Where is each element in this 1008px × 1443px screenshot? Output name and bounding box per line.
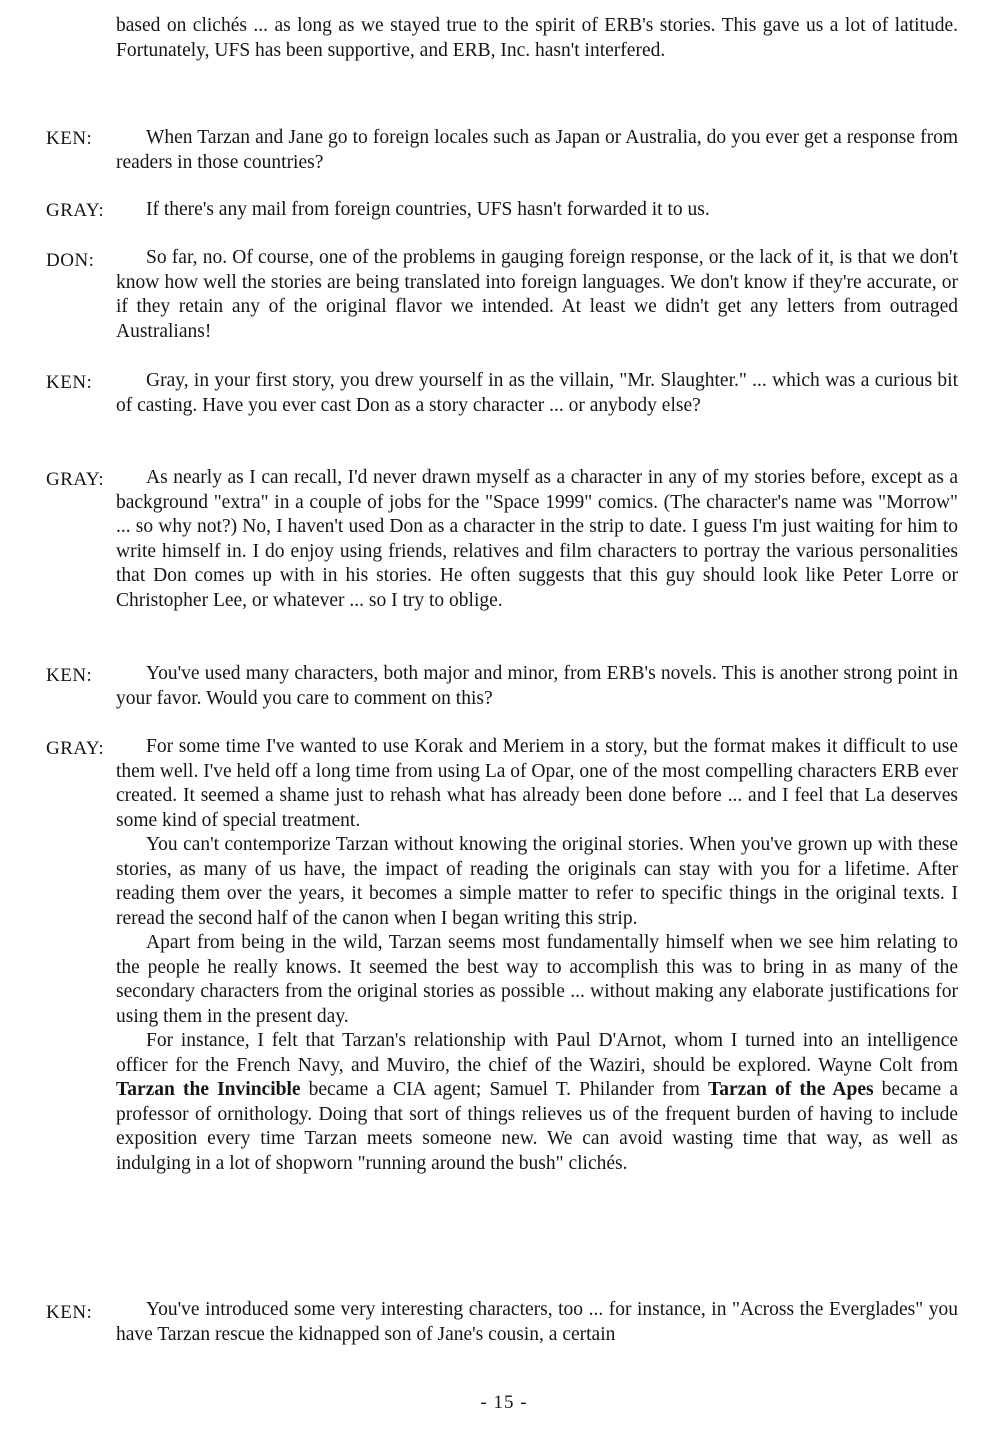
paragraph: Gray, in your first story, you drew yourself in as the villain, "Mr. Slaughter." ... which was a curious bit of casting. Have you ever cast Don as a story character ... or anybody else? — [116, 370, 958, 416]
paragraph: So far, no. Of course, one of the problems in gauging foreign response, or the lack of it, is that we don't know how well the stories are being translated into foreign languages. We don't know if they're accurate, or if they retain any of the original flavor we intended. At least we didn't get any letters from outraged Australians! — [116, 247, 958, 342]
answer-text — [116, 735, 958, 1176]
text-run: became a professor of ornithology. Doing that sort of things relieves us of the frequent burden of having to include exposition every time Tarzan meets someone new. We can avoid wasting time that way, as well as indulging in a lot of shopworn "running around the bush" clichés. — [116, 1079, 958, 1174]
book-title: Tarzan the Invincible — [116, 1079, 301, 1100]
speaker-label: GRAY: — [46, 738, 105, 759]
speaker-label: GRAY: — [46, 469, 105, 490]
paragraph: When Tarzan and Jane go to foreign locales such as Japan or Australia, do you ever get a response from readers in those countries? — [116, 127, 958, 173]
answer-continuation — [116, 14, 958, 63]
paragraph: For some time I've wanted to use Korak and Meriem in a story, but the format makes it difficult to use them well. I've held off a long time from using La of Opar, one of the most compelling characters ERB ever created. It seemed a shame just to rehash what has already been done before ... and I feel that La deserves some kind of special treatment. — [116, 736, 958, 831]
speaker-label: KEN: — [46, 128, 93, 149]
page-number: - 15 - — [480, 1392, 528, 1413]
speaker-label: GRAY: — [46, 200, 105, 221]
speaker-label: KEN: — [46, 1302, 93, 1323]
text-run: For instance, I felt that Tarzan's relationship with Paul D'Arnot, whom I turned into an intelligence officer for the French Navy, and Muviro, the chief of the Waziri, should be explored. Wayne Colt from — [116, 1030, 958, 1076]
speaker-label: KEN: — [46, 372, 93, 393]
question-text — [116, 1298, 958, 1347]
answer-text — [116, 466, 958, 613]
speaker-label: KEN: — [46, 665, 93, 686]
paragraph: You can't contemporize Tarzan without knowing the original stories. When you've grown up with these stories, as many of us have, the impact of reading the originals can stay with you for a lifetime. After reading them over the years, it becomes a simple matter to refer to specific things in the original texts. I reread the second half of the canon when I began writing this strip. — [116, 834, 958, 929]
answer-text — [116, 198, 958, 223]
paragraph: based on clichés ... as long as we stayed true to the spirit of ERB's stories. This gave us a lot of latitude. Fortunately, UFS has been supportive, and ERB, Inc. hasn't interfered. — [116, 15, 958, 61]
question-text — [116, 126, 958, 175]
question-text — [116, 662, 958, 711]
text-run: became a CIA agent; Samuel T. Philander from — [300, 1079, 709, 1100]
paragraph: As nearly as I can recall, I'd never drawn myself as a character in any of my stories before, except as a background "extra" in a couple of jobs for the "Space 1999" comics. (The character's name was "Morrow" ... so why not?) No, I haven't used Don as a character in the strip to date. I guess I'm just waiting for him to write himself in. I do enjoy using friends, relatives and film characters to portray the various personalities that Don comes up with in his stories. He often suggests that this guy should look like Peter Lorre or Christopher Lee, or whatever ... so I try to oblige. — [116, 467, 958, 611]
paragraph: Apart from being in the wild, Tarzan seems most fundamentally himself when we see him relating to the people he really knows. It seemed the best way to accomplish this was to bring in as many of the secondary characters from the original stories as possible ... without making any elaborate justifications for using them in the present day. — [116, 932, 958, 1027]
paragraph: If there's any mail from foreign countries, UFS hasn't forwarded it to us. — [146, 199, 710, 220]
paragraph: You've introduced some very interesting characters, too ... for instance, in "Across the Everglades" you have Tarzan rescue the kidnapped son of Jane's cousin, a certain — [116, 1299, 958, 1345]
paragraph — [116, 1029, 958, 1176]
book-title: Tarzan of the Apes — [708, 1079, 874, 1100]
question-text — [116, 369, 958, 418]
speaker-label: DON: — [46, 250, 95, 271]
paragraph: You've used many characters, both major and minor, from ERB's novels. This is another strong point in your favor. Would you care to comment on this? — [116, 663, 958, 709]
answer-text — [116, 246, 958, 344]
